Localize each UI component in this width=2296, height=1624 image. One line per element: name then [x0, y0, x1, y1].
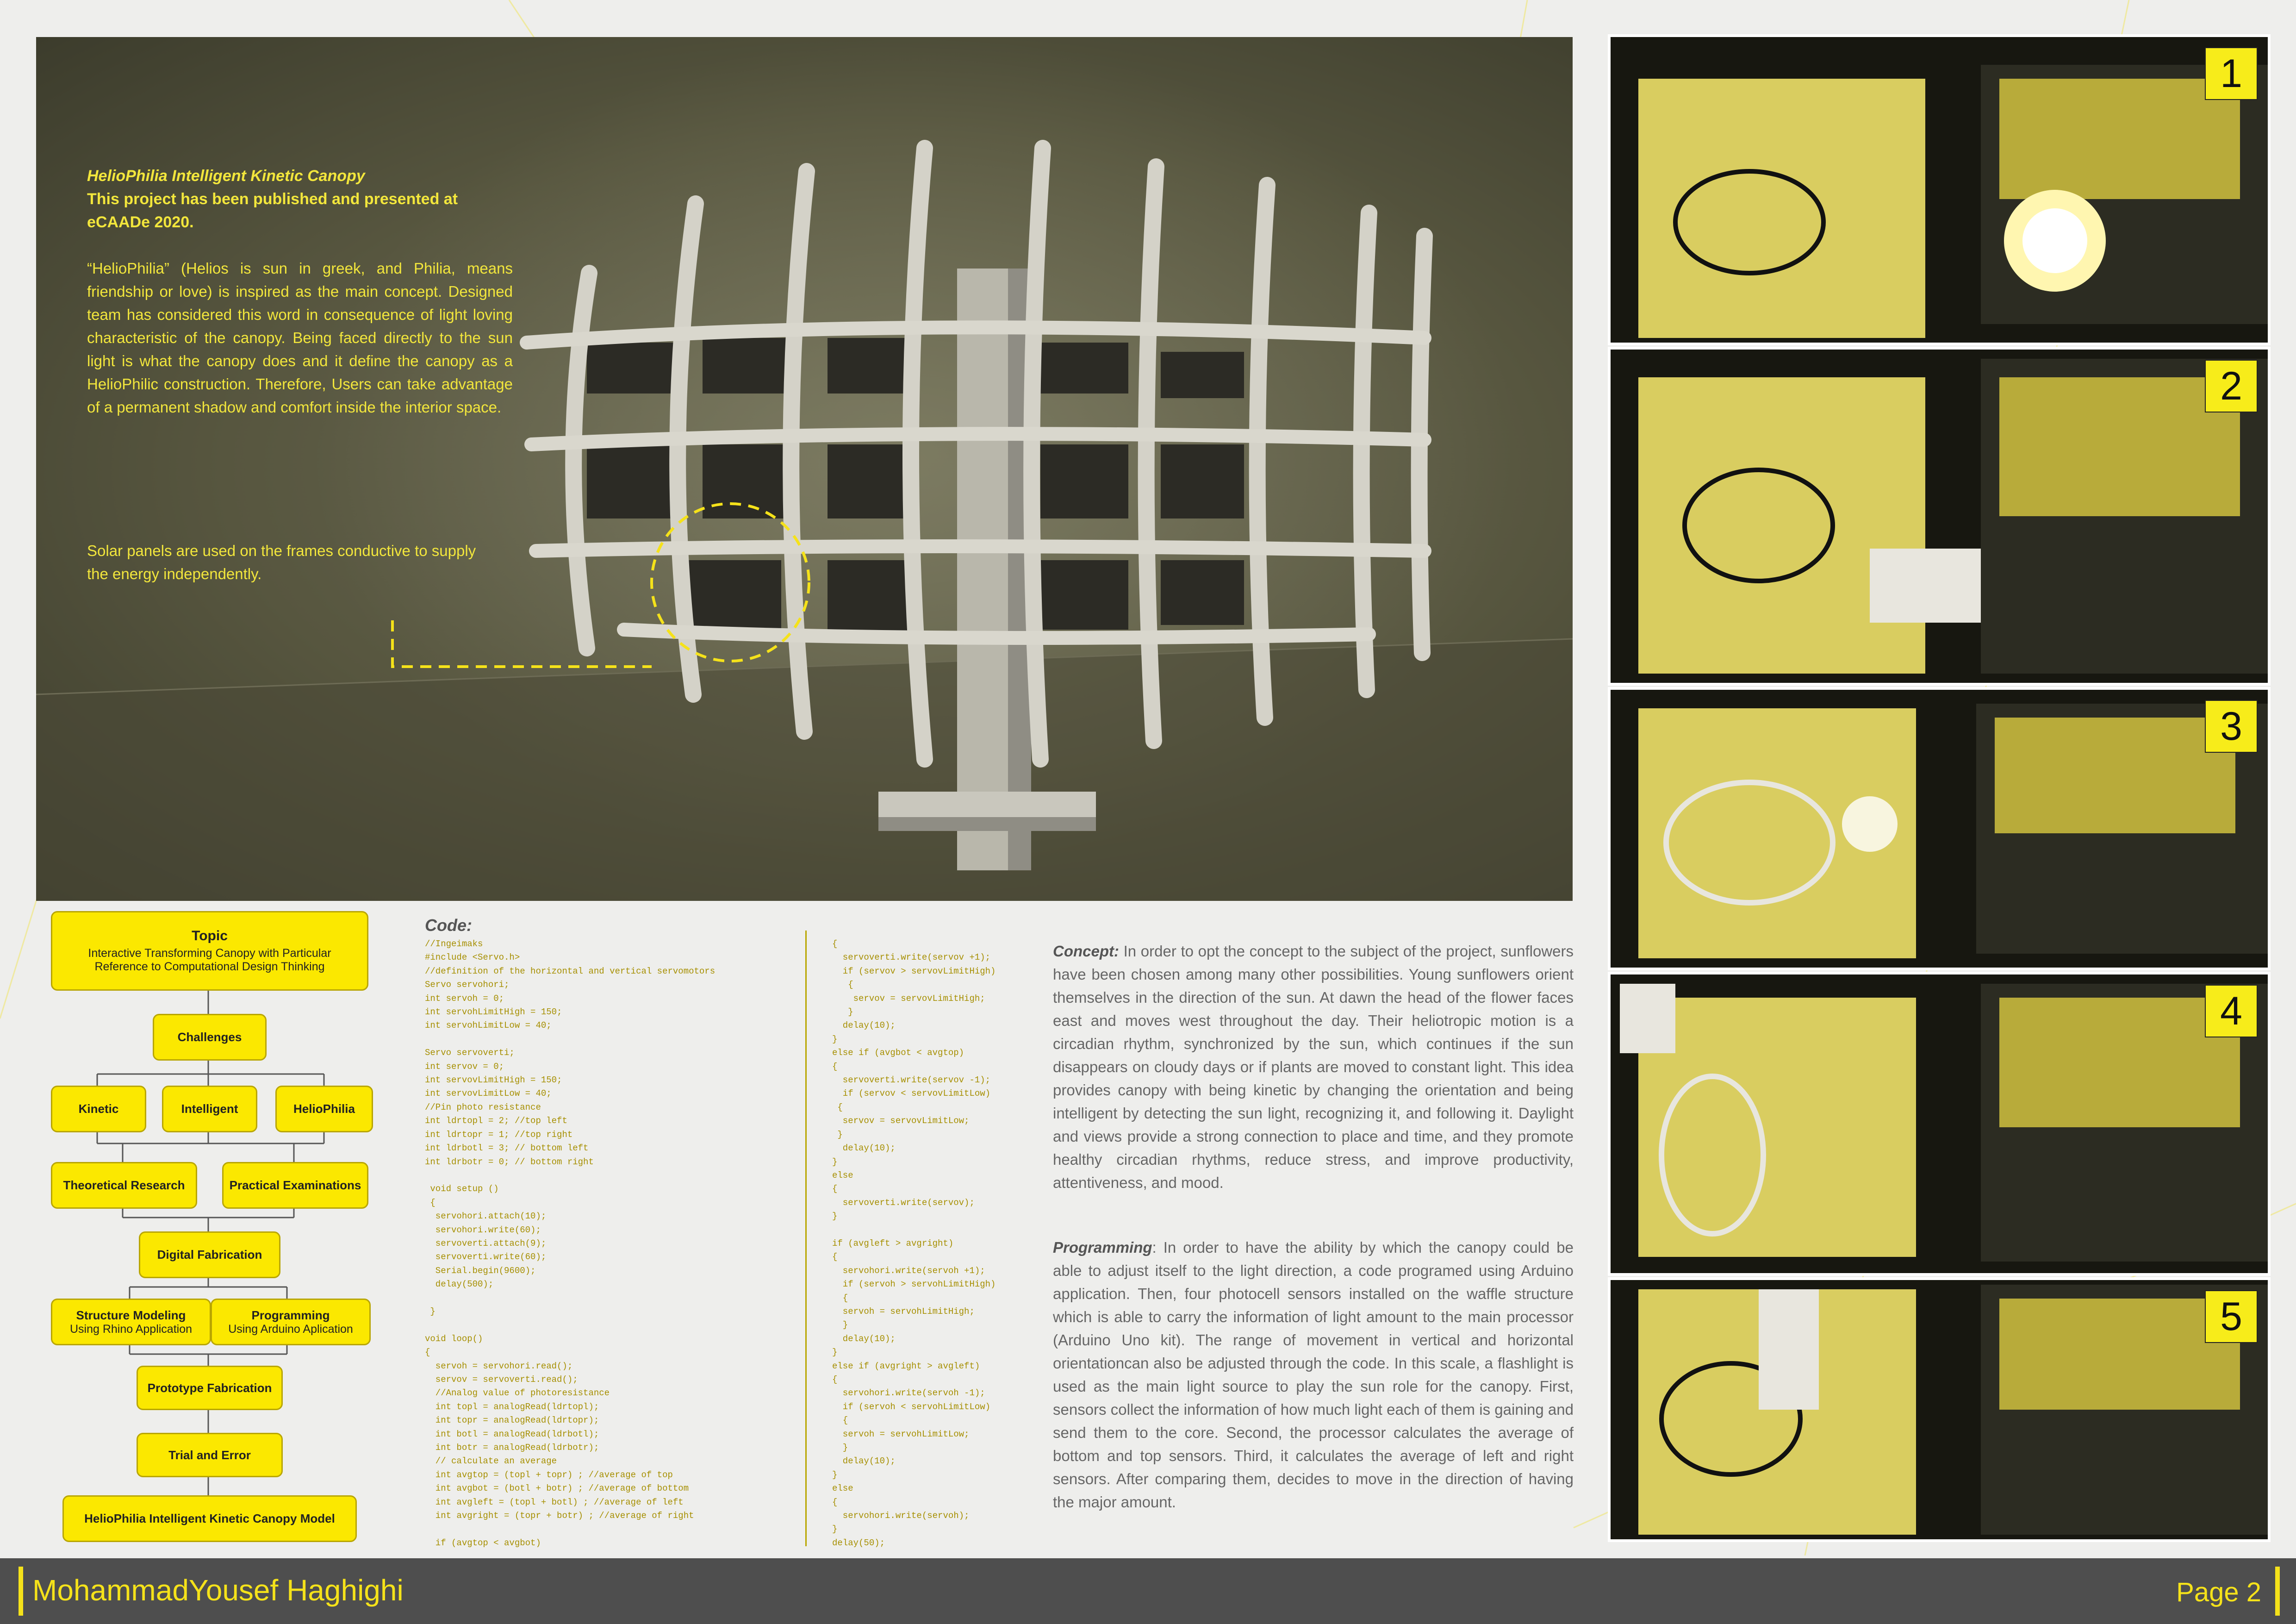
code-title: Code:	[425, 916, 472, 935]
code-divider	[805, 931, 807, 1546]
photo-number: 2	[2205, 360, 2258, 412]
footer	[0, 1558, 2296, 1624]
solar-note: Solar panels are used on the frames conductive to supply the energy independently.	[87, 542, 476, 582]
photo-step-1	[1611, 37, 2268, 343]
flow-topic	[51, 911, 368, 991]
flow-programming-subtitle: Using Arduino Aplication	[228, 1322, 353, 1336]
flow-practical-examinations: Practical Examinations	[222, 1162, 368, 1209]
photo-number: 1	[2205, 47, 2258, 100]
flow-topic-title: Topic	[192, 928, 228, 943]
flow-topic-subtitle: Interactive Transforming Canopy with Particular Reference to Computational Design Thinking	[88, 947, 331, 973]
flow-digital-fabrication: Digital Fabrication	[139, 1231, 280, 1278]
flow-theoretical-research: Theoretical Research	[51, 1162, 197, 1209]
flow-structure-subtitle: Using Rhino Application	[69, 1322, 193, 1336]
programming-paragraph	[1053, 1236, 1574, 1514]
concept-paragraph	[1053, 940, 1574, 1194]
page-number: Page 2	[2176, 1577, 2261, 1607]
flow-challenges: Challenges	[153, 1014, 267, 1061]
flow-structure-modeling	[51, 1299, 211, 1345]
author-name: MohammadYousef Haghighi	[32, 1574, 404, 1607]
photo-step-4	[1611, 974, 2268, 1273]
flow-structure-title: Structure Modeling	[76, 1308, 186, 1322]
photo-step-3	[1611, 690, 2268, 968]
photo-step-2	[1611, 350, 2268, 683]
project-title: HelioPhilia Intelligent Kinetic Canopy	[87, 167, 365, 185]
footer-left-bar	[19, 1567, 23, 1616]
flow-prototype-fabrication: Prototype Fabrication	[137, 1366, 283, 1410]
flow-intelligent: Intelligent	[162, 1086, 257, 1132]
code-column-1: //Ingeimaks #include <Servo.h> //definition of the horizontal and vertical servomotors Servo servohori; int servoh = 0; int servohLimitHigh = 150; int servohLimitLow = 40; Servo servoverti; int servov = 0; int servovLimitHigh = 150; int servovLimitLow = 40; //Pin photo resistance int ldrtopl = 2; //top left int ldrtopr = 1; //top right int ldrbotl = 3; // bottom left int ldrbotr = 0; // bottom right void setup () { servohori.attach(10); servohori.write(60); servoverti.attach(9); servoverti.write(60); Serial.begin(9600); delay(500); } void loop() { servoh = servohori.read(); servov = servoverti.read(); //Analog value of photoresistance int topl = analogRead(ldrtopl); int topr = analogRead(ldrtopr); int botl = analogRead(ldrbotl); int botr = analogRead(ldrbotr); // calculate an average int avgtop = (topl + topr) ; //average of top int avgbot = (botl + botr) ; //average of bottom int avgleft = (topl + botl) ; //average of left int avgright = (topr + botr) ; //average of right if (avgtop < avgbot)	[425, 939, 716, 1548]
concept-label: Concept:	[1053, 943, 1119, 960]
footer-right-bar	[2275, 1567, 2280, 1616]
project-description: “HelioPhilia” (Helios is sun in greek, and Philia, means friendship or love) is inspired as the main concept. Designed team has considered this word in consequence of light loving characteristic of the canopy. Being faced directly to the sun light is what the canopy does and it define the canopy as a HelioPhilic construction. Therefore, Users can take advantage of a permanent shadow and comfort inside the interior space.	[87, 260, 513, 416]
photo-step-5	[1611, 1280, 2268, 1539]
flow-heliophilia: HelioPhilia	[275, 1086, 373, 1132]
flow-programming	[211, 1299, 371, 1345]
photo-number: 5	[2205, 1290, 2258, 1343]
programming-text: : In order to have the ability by which the canopy could be able to adjust itself to the light direction, a code programed using Arduino application. Then, four photocell sensors installed on the waffle structure which is able to carry the information of light amount to the main processor (Arduino Uno kit). The range of movement in vertical and horizontal orientationcan also be adjusted through the code. In this scale, a flashlight is used as the main light source to play the sun role for the canopy. First, sensors collect the information of how much light each of them is gaining and send them to the core. Second, the processor calculates the average of bottom and top sensors. Third, it calculates the average of left and right sensors. After comparing them, decides to move in the direction of having the major amount.	[1053, 1239, 1574, 1511]
flow-kinetic: Kinetic	[51, 1086, 146, 1132]
programming-label: Programming	[1053, 1239, 1152, 1256]
code-column-2: { servoverti.write(servov +1); if (servov > servovLimitHigh) { servov = servovLimitHigh; } delay(10); } else if (avgbot < avgtop) { servoverti.write(servov -1); if (servov < servovLimitLow) { servov = servovLimitLow; } delay(10); } else { servoverti.write(servov); } if (avgleft > avgright) { servohori.write(servoh +1); if (servoh > servohLimitHigh) { servoh = servohLimitHigh; } delay(10); } else if (avgright > avgleft) { servohori.write(servoh -1); if (servoh < servohLimitLow) { servoh = servohLimitLow; } delay(10); } else { servohori.write(servoh); } delay(50);	[832, 939, 996, 1548]
publication-note: This project has been published and presented at eCAADe 2020.	[87, 190, 458, 231]
flow-programming-title: Programming	[251, 1308, 330, 1322]
photo-number: 3	[2205, 700, 2258, 753]
flow-trial-and-error: Trial and Error	[137, 1433, 283, 1477]
flow-final-model: HelioPhilia Intelligent Kinetic Canopy Model	[62, 1495, 357, 1542]
photo-number: 4	[2205, 985, 2258, 1037]
concept-text: In order to opt the concept to the subject of the project, sunflowers have been chosen among many other possibilities. Young sunflowers orient themselves in the direction of the sun. At dawn the head of the flower faces east and moves west throughout the day. Their heliotropic motion is a circadian rhythm, synchronized by the sun, which continues if the sun disappears on cloudy days or if plants are moved to constant light. This idea provides canopy with being kinetic by changing the orientation and being intelligent by detecting the sun light, recognizing it, and following it. Daylight and views provide a strong connection to place and time, and they promote healthy circadian rhythms, reduce stress, and improve productivity, attentiveness, and mood.	[1053, 943, 1574, 1191]
